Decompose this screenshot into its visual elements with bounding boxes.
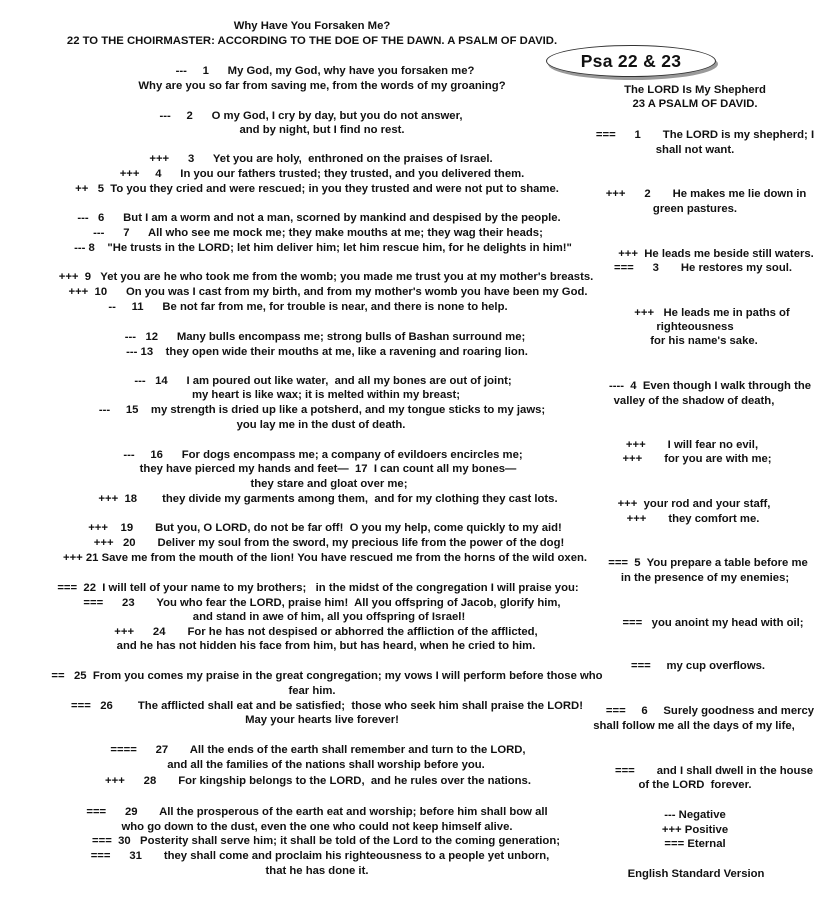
p22-line: +++ 21 Save me from the mouth of the lion! You have rescued me from the horns of the wild oxen.: [62, 552, 588, 564]
p22-line: +++ 18 they divide my garments among them, and for my clothing they cast lots.: [98, 493, 558, 505]
p23-line: +++ I will fear no evil,: [625, 439, 759, 451]
p23-line: righteousness: [656, 321, 734, 333]
p22-line: ==== 27 All the ends of the earth shall remember and turn to the LORD,: [110, 744, 526, 756]
bible-version: English Standard Version: [627, 868, 765, 880]
p23-line: valley of the shadow of death,: [613, 395, 775, 407]
p23-line: green pastures.: [652, 203, 738, 215]
legend-negative: --- Negative: [664, 809, 726, 821]
p22-line: ++ 5 To you they cried and were rescued; in you they trusted and were not put to shame.: [75, 183, 559, 195]
p22-line: --- 7 All who see me mock me; they make mouths at me; they wag their heads;: [93, 227, 543, 239]
p22-line: and stand in awe of him, all you offspring of Israel!: [192, 611, 466, 623]
p22-line: Why are you so far from saving me, from the words of my groaning?: [138, 80, 506, 92]
p22-line: === 29 All the prosperous of the earth eat and worship; before him shall bow all: [86, 806, 548, 818]
psalm-reference-badge: Psa 22 & 23: [546, 45, 716, 77]
p22-line: --- 15 my strength is dried up like a potsherd, and my tongue sticks to my jaws;: [98, 404, 546, 416]
p22-line: -- 11 Be not far from me, for trouble is near, and there is none to help.: [108, 301, 508, 313]
p22-line: and all the families of the nations shall worship before you.: [167, 759, 485, 771]
psalm23-title: The LORD Is My Shepherd: [624, 84, 766, 96]
p23-line: +++ for you are with me;: [622, 453, 772, 465]
p23-line: for his name's sake.: [650, 335, 758, 347]
p22-line: +++ 10 On you was I cast from my birth, and from my mother's womb you have been my God.: [68, 286, 588, 298]
p22-line: May your hearts live forever!: [245, 714, 399, 726]
p22-line: +++ 9 Yet you are he who took me from the womb; you made me trust you at my mother's breasts.: [58, 271, 594, 283]
p23-line: === 5 You prepare a table before me: [608, 557, 808, 569]
p23-line: === my cup overflows.: [630, 660, 766, 672]
p23-line: === and I shall dwell in the house: [614, 765, 814, 777]
p22-line: +++ 28 For kingship belongs to the LORD, and he rules over the nations.: [105, 775, 531, 787]
p22-line: --- 1 My God, my God, why have you forsaken me?: [175, 65, 475, 77]
p22-line: === 22 I will tell of your name to my brothers; in the midst of the congregation I will praise you:: [57, 582, 579, 594]
p22-line: --- 6 But I am a worm and not a man, scorned by mankind and despised by the people.: [77, 212, 561, 224]
p22-line: +++ 3 Yet you are holy, enthroned on the praises of Israel.: [149, 153, 493, 165]
p22-line: my heart is like wax; it is melted within my breast;: [191, 389, 461, 401]
p23-line: of the LORD forever.: [638, 779, 752, 791]
p23-line: === 6 Surely goodness and mercy: [605, 705, 815, 717]
p22-line: fear him.: [288, 685, 336, 697]
p22-line: == 25 From you comes my praise in the great congregation; my vows I will perform before those who: [51, 670, 603, 682]
p22-line: they have pierced my hands and feet— 17 I can count all my bones—: [139, 463, 517, 475]
p23-line: === 3 He restores my soul.: [613, 262, 793, 274]
p23-line: +++ your rod and your staff,: [617, 498, 771, 510]
p22-line: you lay me in the dust of death.: [236, 419, 406, 431]
p22-line: +++ 4 In you our fathers trusted; they trusted, and you delivered them.: [119, 168, 525, 180]
p22-line: --- 2 O my God, I cry by day, but you do not answer,: [159, 110, 463, 122]
psalm22-title: Why Have You Forsaken Me?: [233, 20, 391, 32]
legend-positive: +++ Positive: [661, 824, 729, 836]
p23-line: in the presence of my enemies;: [620, 572, 790, 584]
p23-line: +++ He leads me in paths of: [634, 307, 790, 319]
p22-line: --- 14 I am poured out like water, and all my bones are out of joint;: [134, 375, 512, 387]
psalm22-heading: 22 TO THE CHOIRMASTER: ACCORDING TO THE DOE OF THE DAWN. A PSALM OF DAVID.: [66, 35, 558, 47]
p22-line: === 23 You who fear the LORD, praise him! All you offspring of Jacob, glorify him,: [83, 597, 561, 609]
p22-line: +++ 24 For he has not despised or abhorred the affliction of the afflicted,: [114, 626, 538, 638]
p22-line: === 26 The afflicted shall eat and be satisfied; those who seek him shall praise the LORD!: [71, 700, 583, 712]
p23-line: +++ 2 He makes me lie down in: [605, 188, 807, 200]
p22-line: +++ 19 But you, O LORD, do not be far off! O you my help, come quickly to my aid!: [88, 522, 562, 534]
p23-line: +++ they comfort me.: [626, 513, 760, 525]
p22-line: --- 16 For dogs encompass me; a company of evildoers encircles me;: [123, 449, 523, 461]
p22-line: that he has done it.: [265, 865, 369, 877]
p22-line: they stare and gloat over me;: [250, 478, 408, 490]
legend-eternal: === Eternal: [664, 838, 726, 850]
psalm23-heading: 23 A PSALM OF DAVID.: [632, 98, 758, 110]
p22-line: and he has not hidden his face from him, but has heard, when he cried to him.: [116, 640, 536, 652]
p23-line: === 1 The LORD is my shepherd; I: [595, 129, 815, 141]
p23-line: shall follow me all the days of my life,: [593, 720, 795, 732]
p22-line: +++ 20 Deliver my soul from the sword, my precious life from the power of the dog!: [93, 537, 565, 549]
p22-line: --- 13 they open wide their mouths at me, like a ravening and roaring lion.: [126, 346, 528, 358]
p23-line: ---- 4 Even though I walk through the: [608, 380, 812, 392]
p23-line: shall not want.: [655, 144, 735, 156]
p22-line: --- 8 "He trusts in the LORD; let him deliver him; let him rescue him, for he delights in him!": [74, 242, 572, 254]
p22-line: --- 12 Many bulls encompass me; strong bulls of Bashan surround me;: [124, 331, 526, 343]
p22-line: === 31 they shall come and proclaim his righteousness to a people yet unborn,: [90, 850, 550, 862]
p23-line: === you anoint my head with oil;: [622, 617, 804, 629]
p22-line: === 30 Posterity shall serve him; it shall be told of the Lord to the coming generation;: [92, 835, 560, 847]
p23-line: +++ He leads me beside still waters.: [618, 248, 814, 260]
p22-line: and by night, but I find no rest.: [239, 124, 405, 136]
p22-line: who go down to the dust, even the one who could not keep himself alive.: [121, 821, 513, 833]
